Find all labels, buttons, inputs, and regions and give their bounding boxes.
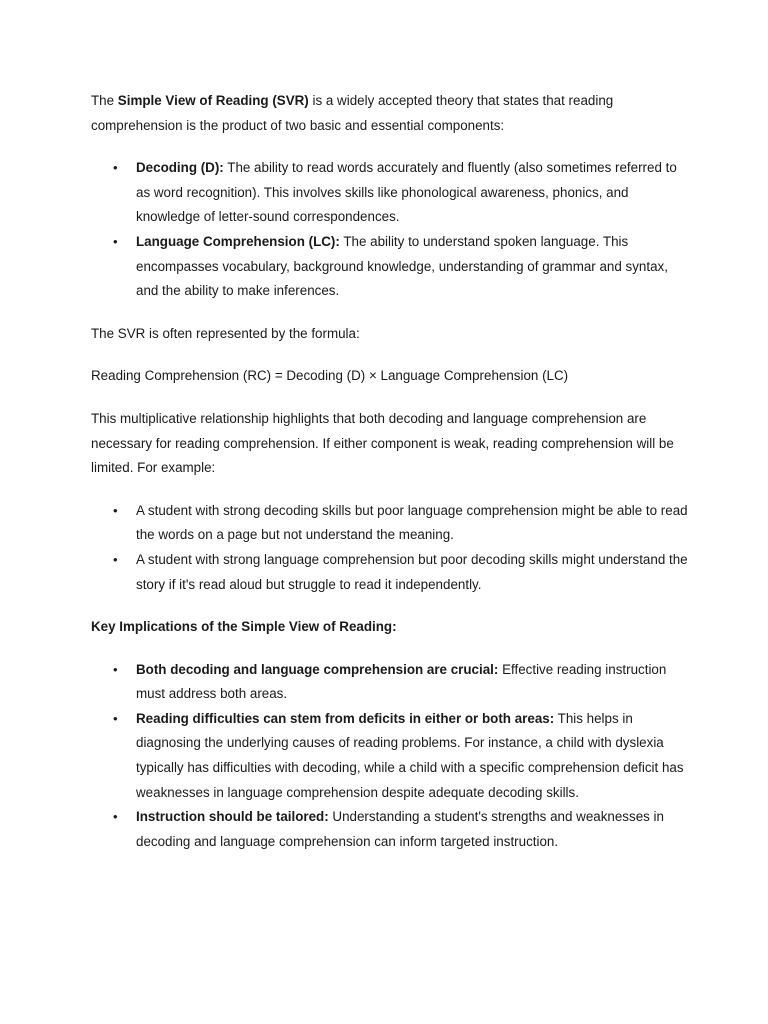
list-item-term: Instruction should be tailored:: [136, 809, 329, 825]
bullet-icon: •: [113, 710, 118, 726]
list-item-implication: [91, 658, 691, 707]
examples-list: [91, 499, 691, 597]
list-item-example: [91, 499, 691, 548]
list-item-language-comprehension: [91, 230, 691, 304]
list-item-term: Both decoding and language comprehension are crucial:: [136, 661, 499, 677]
list-item-term: Reading difficulties can stem from deficits in either or both areas:: [136, 710, 555, 726]
formula: Reading Comprehension (RC) = Decoding (D) × Language Comprehension (LC): [91, 368, 569, 384]
list-item-implication: [91, 805, 691, 854]
implications-list: [91, 658, 691, 855]
list-item-implication: [91, 707, 691, 805]
bullet-icon: •: [113, 661, 118, 677]
list-item-text: Effective reading instruction must address both areas.: [136, 661, 667, 702]
list-item-term: Language Comprehension (LC):: [136, 233, 340, 249]
intro-paragraph: [91, 89, 691, 138]
implications-heading: Key Implications of the Simple View of Reading:: [91, 619, 397, 635]
bullet-icon: •: [113, 551, 118, 567]
list-item-text: The ability to understand spoken language. This encompasses vocabulary, background knowledge, understanding of grammar and syntax, and the ability to make inferences.: [136, 233, 668, 299]
list-item-decoding: [91, 156, 691, 230]
svr-term: Simple View of Reading (SVR): [117, 93, 309, 108]
intro-rest: is a widely accepted theory that states that reading comprehension is the product of two basic and essential components:: [91, 93, 614, 133]
bullet-icon: •: [113, 502, 118, 518]
document-body: [91, 89, 691, 854]
bullet-icon: •: [113, 233, 118, 249]
formula-intro: The SVR is often represented by the formula:: [91, 325, 360, 341]
list-item-text: The ability to read words accurately and fluently (also sometimes referred to as word recognition). This involves skills like phonological awareness, phonics, and knowledge of letter-sound correspondences.: [136, 160, 677, 225]
intro-lead: The: [91, 93, 118, 108]
components-list: [91, 156, 691, 304]
bullet-icon: •: [113, 809, 118, 825]
list-item-example: [91, 548, 691, 597]
list-item-text: Understanding a student's strengths and weaknesses in decoding and language comprehension can inform targeted instruction.: [136, 809, 664, 849]
list-item-term: Decoding (D):: [136, 160, 224, 176]
bullet-icon: •: [113, 160, 118, 176]
list-item-text: A student with strong decoding skills but poor language comprehension might be able to read the words on a page but not understand the meaning.: [136, 502, 688, 543]
list-item-text: This helps in diagnosing the underlying causes of reading problems. For instance, a child with dyslexia typically has difficulties with decoding, while a child with a specific comprehension deficit has weaknesses in language comprehension despite adequate decoding skills.: [136, 710, 684, 800]
section-heading: [91, 615, 691, 640]
relationship-paragraph: This multiplicative relationship highlights that both decoding and language comprehension are necessary for reading comprehension. If either component is weak, reading comprehension will be limited. For example:: [91, 410, 674, 476]
list-item-text: A student with strong language comprehension but poor decoding skills might understand the story if it's read aloud but struggle to read it independently.: [136, 551, 688, 592]
